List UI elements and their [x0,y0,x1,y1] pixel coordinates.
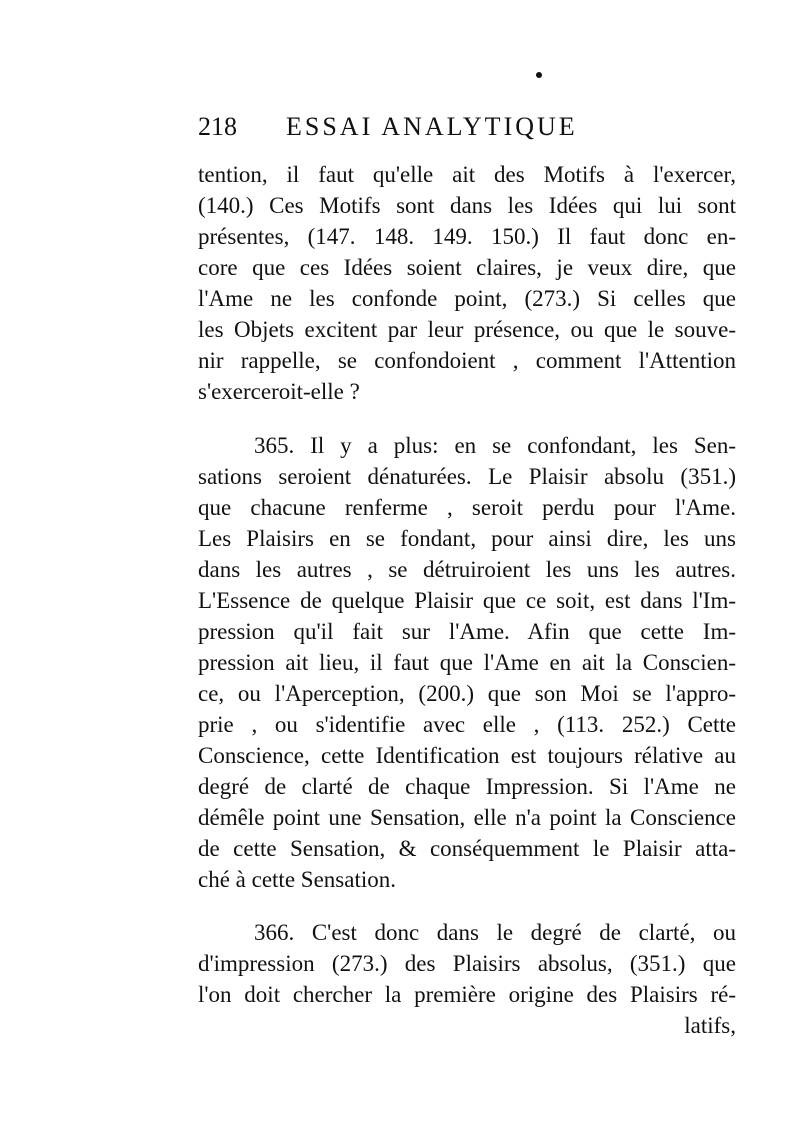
text-line: les Objets excitent par leur présence, ou que le souve- [198,317,736,342]
text-line: degré de clarté de chaque Impression. Si l'Ame ne [198,774,736,799]
text-line: L'Essence de quelque Plaisir que ce soit, est dans l'Im- [198,588,736,613]
running-header [198,112,728,146]
page-number: 218 [198,112,237,141]
text-line: l'Ame ne les confonde point, (273.) Si celles que [198,286,736,311]
text-line: de cette Sensation, & conséquemment le Plaisir atta- [198,836,736,861]
text-line: d'impression (273.) des Plaisirs absolus, (351.) que [198,951,736,976]
paragraph-365-start: 365. Il y a plus: en se confondant, les Sen- [254,433,736,458]
text-line: s'exerceroit-elle ? [198,379,360,404]
text-line: nir rappelle, se confondoient , comment l'Attention [198,348,736,373]
text-line: ce, ou l'Aperception, (200.) que son Moi se l'appro- [198,681,736,706]
text-line: que chacune renferme , seroit perdu pour l'Ame. [198,495,736,520]
text-line: pression ait lieu, il faut que l'Ame en ait la Conscien- [198,650,736,675]
text-line: Les Plaisirs en se fondant, pour ainsi dire, les uns [198,526,736,551]
text-line: prie , ou s'identifie avec elle , (113. 252.) Cette [198,712,736,737]
catchword: latifs, [684,1013,736,1038]
running-title: ESSAI ANALYTIQUE [286,112,578,141]
ink-dot [536,72,542,78]
text-line: sations seroient dénaturées. Le Plaisir absolu (351.) [198,464,736,489]
paragraph-366-start: 366. C'est donc dans le degré de clarté, ou [254,920,736,945]
text-line: démêle point une Sensation, elle n'a point la Conscience [198,805,736,830]
text-line: (140.) Ces Motifs sont dans les Idées qui lui sont [198,193,736,218]
text-line: dans les autres , se détruiroient les uns les autres. [198,557,736,582]
text-line: Conscience, cette Identification est toujours rélative au [198,743,736,768]
text-line: ché à cette Sensation. [198,867,396,892]
text-line: core que ces Idées soient claires, je veux dire, que [198,255,736,280]
text-line: l'on doit chercher la première origine des Plaisirs ré- [198,982,736,1007]
text-line: tention, il faut qu'elle ait des Motifs à l'exercer, [198,162,736,187]
text-line: présentes, (147. 148. 149. 150.) Il faut donc en- [198,224,736,249]
text-line: pression qu'il fait sur l'Ame. Afin que cette Im- [198,619,736,644]
